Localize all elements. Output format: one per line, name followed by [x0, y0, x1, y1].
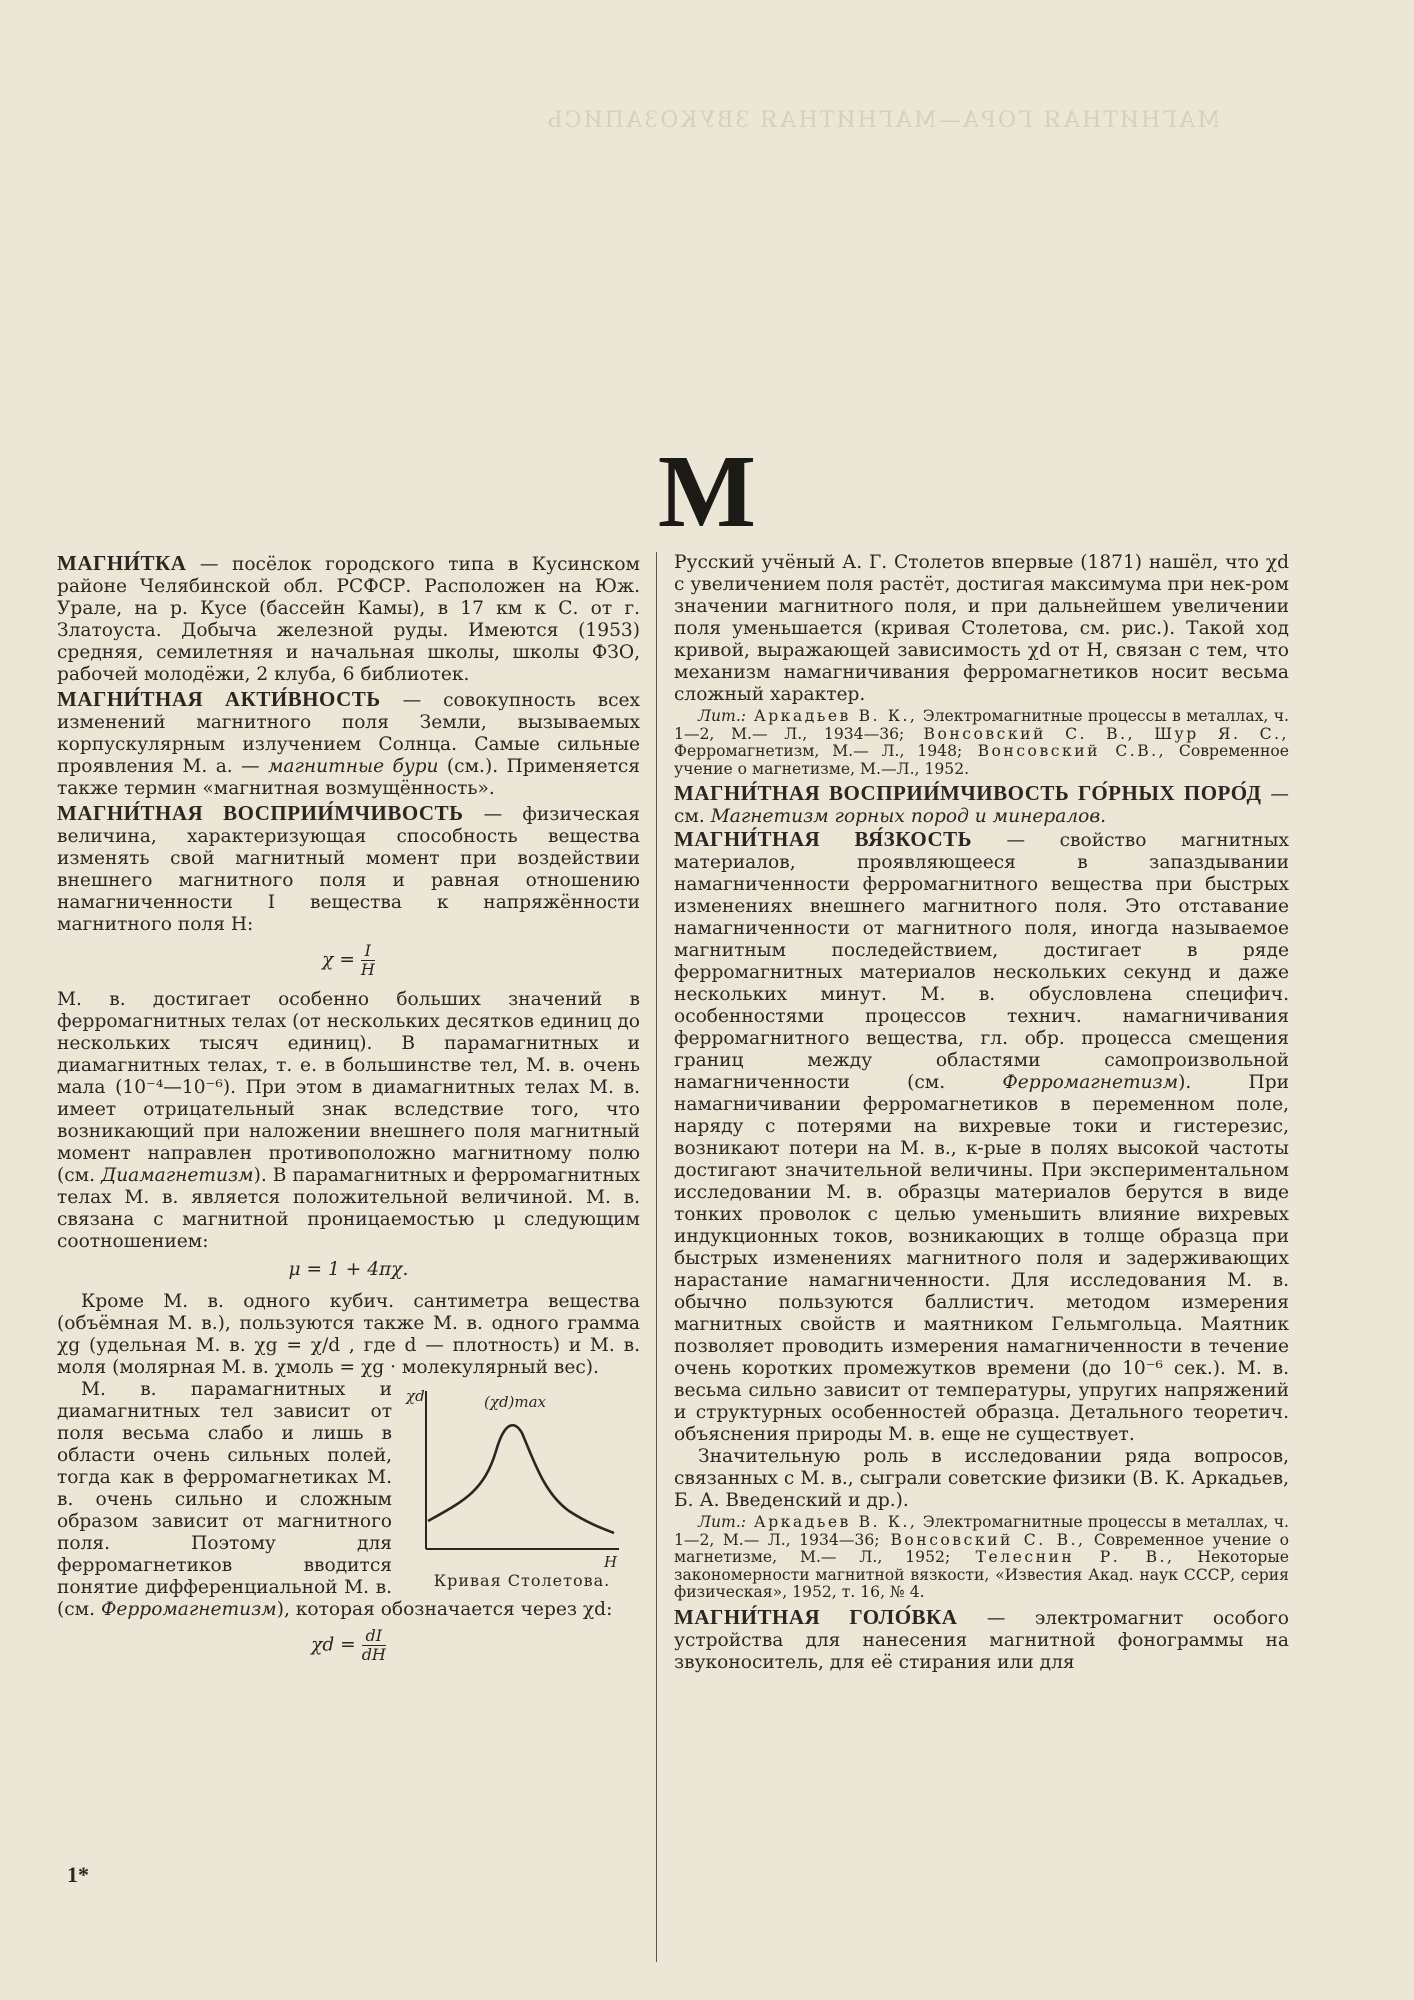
figure-caption: Кривая Столетова. [433, 1571, 611, 1590]
paragraph: Кроме М. в. одного кубич. сантиметра вещества (объёмная М. в.), пользуются также М. в. одного грамма χg (удельная М. в. χg = χ/d , где d — плотность) и М. в. моля (молярная М. в. χмоль = χg · молекулярный вес). [57, 1291, 640, 1378]
entry-head [674, 1606, 1289, 1674]
signature-mark: 1* [67, 1862, 89, 1887]
headword-rocks: МАГНИ́ТНАЯ ВОСПРИИ́МЧИВОСТЬ ГО́РНЫХ ПОРО́Д [674, 781, 1262, 805]
formula-lhs: χ = [322, 949, 355, 971]
x-axis-label: H [604, 1553, 618, 1571]
lit-title: Некоторые закономерности магнитной вязкости, «Известия Акад. наук СССР, серия физическая», 1952, т. 16, № 4. [674, 1548, 1289, 1601]
cross-ref: Ферромагнетизм [1002, 1072, 1179, 1093]
lit-author: Вонсовский С. В., Шур Я. С., [904, 724, 1289, 743]
lit-label: Лит.: [698, 707, 747, 725]
lit-title: Современное учение о магнетизме, М.—Л., 1952. [674, 742, 1289, 778]
literature-2 [674, 1514, 1289, 1602]
entry-activity [57, 688, 640, 800]
stoletov-curve-chart [404, 1381, 640, 1571]
entry-text: — свойство магнитных материалов, проявляющееся в запаздывании намагниченности ферромагнитного вещества при быстрых изменениях внешнего магнитного поля. Это отставание намагниченности от магнитного поля, иногда называемое магнитным последействием, достигает в ряде ферромагнитных материалов нескольких секунд и даже нескольких минут. М. в. обусловлена специфич. особенностями процессов технич. намагничивания ферромагнитного вещества, гл. обр. процесса смещения границ между областями самопроизвольной намагниченности (см. [674, 830, 1289, 1093]
headword-magnitka: МАГНИ́ТКА [57, 551, 187, 575]
lit-author: Телеснин Р. В., [950, 1548, 1175, 1566]
fraction [361, 942, 375, 979]
cross-ref: Ферромагнетизм [100, 1599, 277, 1620]
literature-1 [674, 708, 1289, 778]
entry-text: — совокупность всех изменений магнитного поля Земли, вызываемых корпускулярным излучением Солнца. Самые сильные проявления М. а. — [57, 690, 640, 777]
column-divider [656, 552, 657, 1962]
entry-text: ). В парамагнитных и ферромагнитных телах М. в. является положительной величиной. М. в. связана с магнитной проницаемостью μ следующим соотношением: [57, 1165, 641, 1252]
stoletov-curve [428, 1425, 614, 1533]
entry-magnitka [57, 552, 640, 686]
cross-ref: магнитные бури [268, 756, 439, 777]
fraction [362, 1627, 386, 1664]
lit-author: Аркадьев В. К., [746, 707, 918, 725]
entry-text: М. в. парамагнитных и диамагнитных тел зависит от поля весьма слабо и лишь в области очень сильных полей, тогда как в ферромагнетиках М. в. очень сильно и сложным образом зависит от магнитного поля. Поэтому для ферромагнетиков вводится понятие дифференциальной М. в. (см. [57, 1379, 392, 1620]
paragraph [57, 989, 640, 1253]
headword-susceptibility: МАГНИ́ТНАЯ ВОСПРИИ́МЧИВОСТЬ [57, 801, 464, 825]
lit-author: Вонсовский С. В., [879, 1530, 1086, 1549]
denominator: H [360, 960, 375, 979]
entry-text: — посёлок городского типа в Кусинском районе Челябинской обл. РСФСР. Расположен на Юж. Урале, на р. Кусе (бассейн Камы), в 17 км к С. от г. Златоуста. Добыча железной руды. Имеются (1953) средняя, семилетняя и начальная школы, школы ФЗО, рабочей молодёжи, 2 клуба, 6 библиотек. [57, 554, 640, 685]
numerator: I [361, 942, 375, 961]
lit-author: Аркадьев В. К., [746, 1513, 918, 1531]
numerator: dI [362, 1627, 386, 1646]
lit-title: Современное учение о магнетизме, М.— Л., 1952; [674, 1530, 1289, 1566]
entry-text: (см.). Применяется также термин «магнитная возмущённость». [57, 756, 641, 799]
right-column [674, 552, 1289, 1674]
lit-title: Электромагнитные процессы в металлах, ч. 1—2, М.— Л., 1934—36; [674, 707, 1289, 743]
section-letter: М [657, 434, 757, 549]
lit-title: Электромагнитные процессы в металлах, ч. 1—2, М.— Л., 1934—36; [674, 1513, 1289, 1549]
paragraph: Значительную роль в исследовании ряда вопросов, связанных с М. в., сыграли советские физики (В. К. Аркадьев, Б. А. Введенский и др.). [674, 1446, 1289, 1511]
cross-ref: Магнетизм горных пород и минералов. [710, 806, 1107, 827]
formula-chi [57, 942, 640, 979]
lit-title: Ферромагнетизм, М.— Л., 1948; [674, 742, 963, 760]
cross-ref: Диамагнетизм [101, 1165, 254, 1186]
denominator: dH [361, 1645, 386, 1664]
lit-author: Вонсовский С.В., [962, 742, 1167, 760]
peak-label: (χd)max [484, 1393, 547, 1411]
entry-viscosity [674, 828, 1289, 1446]
headword-viscosity: МАГНИ́ТНАЯ ВЯ́ЗКОСТЬ [674, 827, 973, 851]
formula-lhs: χd = [311, 1634, 356, 1656]
y-axis-label: χd [406, 1387, 425, 1405]
stoletov-figure [404, 1381, 640, 1591]
formula-mu: μ = 1 + 4πχ. [288, 1259, 409, 1280]
bleed-through-text: МАГНИТНАЯ ГОРА—МАГНИТНАЯ ЗВУКОЗАПИСЬ [545, 108, 1220, 133]
entry-text: ), которая обозначается через χd: [276, 1599, 613, 1620]
entry-text: — см. [674, 784, 1289, 827]
headword-head: МАГНИ́ТНАЯ ГОЛО́ВКА [674, 1604, 958, 1629]
headword-activity: МАГНИ́ТНАЯ АКТИ́ВНОСТЬ [57, 687, 381, 711]
entry-text: ). При намагничивании ферромагнетиков в переменном поле, наряду с потерями на вихревые токи и гистерезис, возникают потери на М. в., к-рые в полях высокой частоты достигают значительной величины. При экспериментальном исследовании М. в. образцы материалов берутся в виде тонких проволок с целью уменьшить влияние вихревых индукционных токов, возникающих в толще образца при быстрых изменениях магнитного поля и задерживающих нарастание намагниченности. Для исследования М. в. обычно пользуются баллистич. методом измерения магнитных свойств и маятником Гельмгольца. Маятник позволяет проводить измерения намагниченности в течение очень коротких промежутков времени (до 10⁻⁶ сек.). М. в. весьма сильно зависит от температуры, упругих напряжений и структурных особенностей образца. Детального теоретич. объяснения природы М. в. еще не существует. [674, 1072, 1289, 1445]
formula-chi-d [57, 1627, 640, 1664]
entry-susceptibility [57, 802, 640, 936]
entry-text: — электромагнит особого устройства для нанесения магнитной фонограммы на звуконоситель, для её стирания или для [674, 1607, 1289, 1673]
paragraph: Русский учёный А. Г. Столетов впервые (1871) нашёл, что χd с увеличением поля растёт, достигая максимума при нек-ром значении магнитного поля, и при дальнейшем увеличении поля уменьшается (кривая Столетова, см. рис.). Такой ход кривой, выражающей зависимость χd от H, связан с тем, что механизм намагничивания ферромагнетиков носит весьма сложный характер. [674, 552, 1289, 705]
entry-text: — физическая величина, характеризующая способность вещества изменять свой магнитный момент при воздействии внешнего магнитного поля и равная отношению намагниченности I вещества к напряжённости магнитного поля H: [57, 804, 640, 935]
entry-text: М. в. достигает особенно больших значений в ферромагнитных телах (от нескольких десятков единиц до нескольких тысяч единиц). В парамагнитных и диамагнитных телах, т. е. в большинстве тел, М. в. очень мала (10⁻⁴—10⁻⁶). При этом в диамагнитных телах М. в. имеет отрицательный знак вследствие того, что возникающий при наложении внешнего поля магнитный момент направлен противоположно магнитному полю (см. [57, 989, 640, 1186]
entry-rocks [674, 782, 1289, 828]
left-column [57, 552, 640, 1674]
lit-label: Лит.: [698, 1513, 747, 1531]
